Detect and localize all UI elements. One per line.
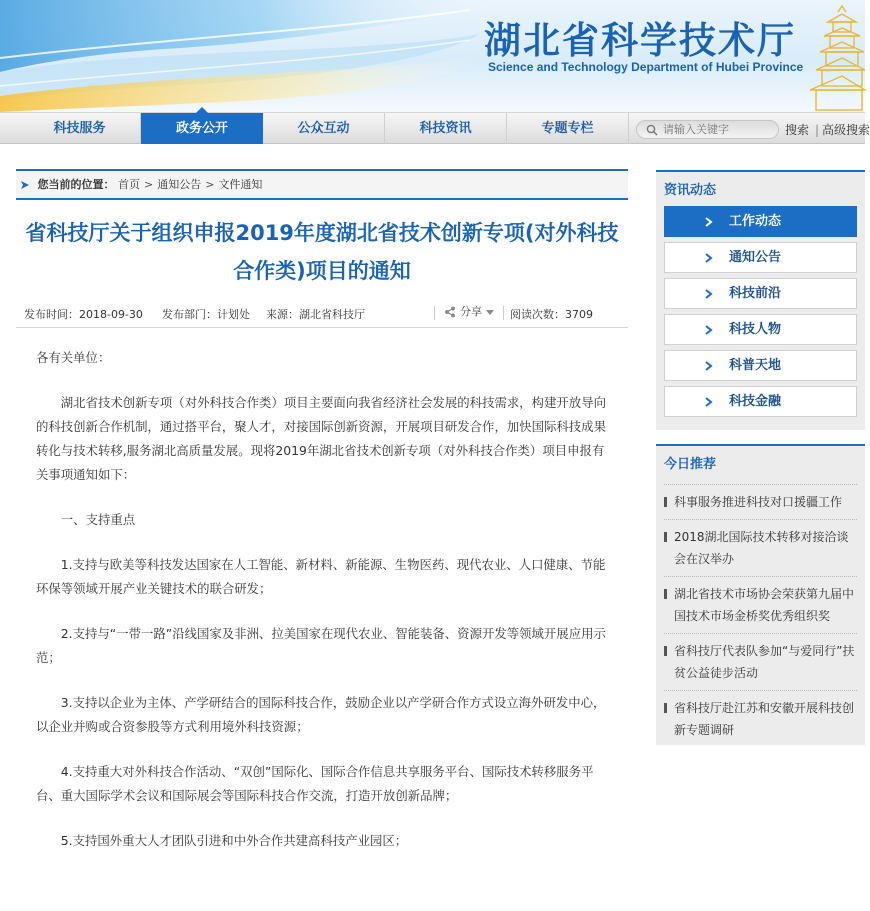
article-body — [16, 328, 628, 853]
meta-divider — [434, 306, 435, 320]
breadcrumb-separator: > — [205, 178, 215, 191]
meta-divider — [503, 306, 504, 320]
view-count: 阅读次数：3709 — [510, 308, 593, 321]
breadcrumb-home[interactable]: 首页 — [118, 178, 140, 191]
sidebar-item-label: 科技前沿 — [729, 286, 782, 301]
chevron-right-icon — [705, 217, 713, 227]
chevron-right-icon — [705, 325, 713, 335]
location-arrow-icon — [20, 180, 30, 190]
nav-item-public-interaction[interactable]: 公众互动 — [263, 113, 385, 144]
sidebar — [656, 170, 865, 745]
section-heading: 一、支持重点 — [60, 512, 136, 527]
chevron-right-icon — [705, 253, 713, 263]
sidebar-item-label: 通知公告 — [729, 250, 782, 265]
breadcrumb-label: 您当前的位置： — [37, 178, 115, 191]
search-button[interactable]: 搜索 — [785, 123, 810, 137]
sidebar-item-tech-frontier[interactable] — [664, 278, 857, 309]
paragraph-item: 4.支持重大对外科技合作活动、“双创”国际化、国际合作信息共享服务平台、国际技术转移服务平台、重大国际学术会议和国际展会等国际科技合作交流，打造开放创新品牌； — [36, 764, 594, 803]
recommend-heading: 今日推荐 — [664, 457, 717, 472]
search-icon — [646, 124, 658, 136]
breadcrumb — [16, 170, 628, 200]
sidebar-item-label: 科普天地 — [729, 358, 782, 373]
site-header — [0, 0, 865, 112]
nav-item-special-topics[interactable]: 专题专栏 — [507, 113, 629, 144]
publish-time: 发布时间：2018-09-30 — [24, 308, 143, 321]
sidebar-item-label: 工作动态 — [729, 214, 782, 229]
paragraph-item: 3.支持以企业为主体、产学研结合的国际科技合作，鼓励企业以产学研合作方式设立海外研发中心，以企业并购或合资参股等方式利用境外科技资源； — [36, 695, 606, 734]
main-top-line — [16, 169, 628, 171]
breadcrumb-file-notices[interactable]: 文件通知 — [218, 178, 263, 191]
recommend-item[interactable]: 科事服务推进科技对口援疆工作 — [664, 484, 857, 519]
nav-item-tech-news[interactable]: 科技资讯 — [385, 113, 507, 144]
article-main — [16, 170, 628, 874]
share-icon — [444, 306, 456, 318]
paragraph-salutation: 各有关单位： — [36, 350, 111, 365]
share-label: 分享 — [460, 305, 482, 318]
nav-item-gov-affairs[interactable]: 政务公开 — [141, 113, 263, 144]
search-box — [636, 120, 779, 139]
site-subtitle: Science and Technology Department of Hubei Province — [488, 60, 804, 74]
recommend-item[interactable]: 2018湖北国际技术转移对接洽谈会在汉举办 — [664, 519, 857, 576]
paragraph-item: 2.支持与“一带一路”沿线国家及非洲、拉美国家在现代农业、智能装备、资源开发等领域开展应用示范； — [36, 626, 606, 665]
news-dynamics-box — [656, 170, 865, 430]
chevron-right-icon — [705, 397, 713, 407]
recommend-item[interactable]: 省科技厅代表队参加“与爱同行”扶贫公益徒步活动 — [664, 633, 857, 690]
share-button[interactable] — [444, 303, 494, 321]
search-input[interactable] — [663, 123, 773, 136]
site-title: 湖北省科学技术厅 — [484, 18, 796, 62]
nav-item-tech-service[interactable]: 科技服务 — [19, 113, 141, 144]
sidebar-item-work-news[interactable] — [664, 206, 857, 237]
sidebar-heading: 资讯动态 — [664, 183, 717, 198]
advanced-search-link[interactable]: | 高级搜索 — [815, 121, 870, 138]
yellow-crane-tower-icon — [800, 4, 865, 110]
article-title: 省科技厅关于组织申报2019年度湖北省技术创新专项(对外科技合作类)项目的通知 — [25, 221, 619, 283]
chevron-right-icon — [705, 361, 713, 371]
chevron-down-icon — [486, 310, 494, 315]
paragraph-item: 1.支持与欧美等科技发达国家在人工智能、新材料、新能源、生物医药、现代农业、人口健康、节能环保等领域开展产业关键技术的联合研发； — [36, 557, 606, 596]
sidebar-item-label: 科技人物 — [729, 322, 782, 337]
recommend-item[interactable]: 省科技厅赴江苏和安徽开展科技创新专题调研 — [664, 690, 857, 747]
paragraph-item: 5.支持国外重大人才团队引进和中外合作共建高科技产业园区； — [60, 833, 408, 848]
recommend-list — [664, 484, 857, 747]
sidebar-item-popular-science[interactable] — [664, 350, 857, 381]
paragraph-intro: 湖北省技术创新专项（对外科技合作类）项目主要面向我省经济社会发展的科技需求，构建开放导向的科技创新合作机制，通过搭平台，聚人才，对接国际创新资源，开展项目研发合作，加快国际科技成果转化与技术转移,服务湖北高质量发展。现将2019年湖北省技术创新专项（对外科技合作类）项目申报有关事项通知如下： — [36, 395, 606, 482]
sidebar-item-label: 科技金融 — [729, 394, 782, 409]
chevron-right-icon — [705, 289, 713, 299]
main-nav — [0, 112, 870, 144]
sidebar-item-tech-people[interactable] — [664, 314, 857, 345]
breadcrumb-notices[interactable]: 通知公告 — [157, 178, 202, 191]
article-source: 来源：湖北省科技厅 — [266, 308, 365, 321]
publish-department: 发布部门：计划处 — [162, 308, 250, 321]
recommend-item[interactable]: 湖北省技术市场协会荣获第九届中国技术市场金桥奖优秀组织奖 — [664, 576, 857, 633]
sidebar-item-tech-finance[interactable] — [664, 386, 857, 417]
today-recommend-box — [656, 444, 865, 745]
article-meta — [16, 302, 628, 328]
sidebar-item-notices[interactable] — [664, 242, 857, 273]
breadcrumb-separator: > — [144, 178, 154, 191]
